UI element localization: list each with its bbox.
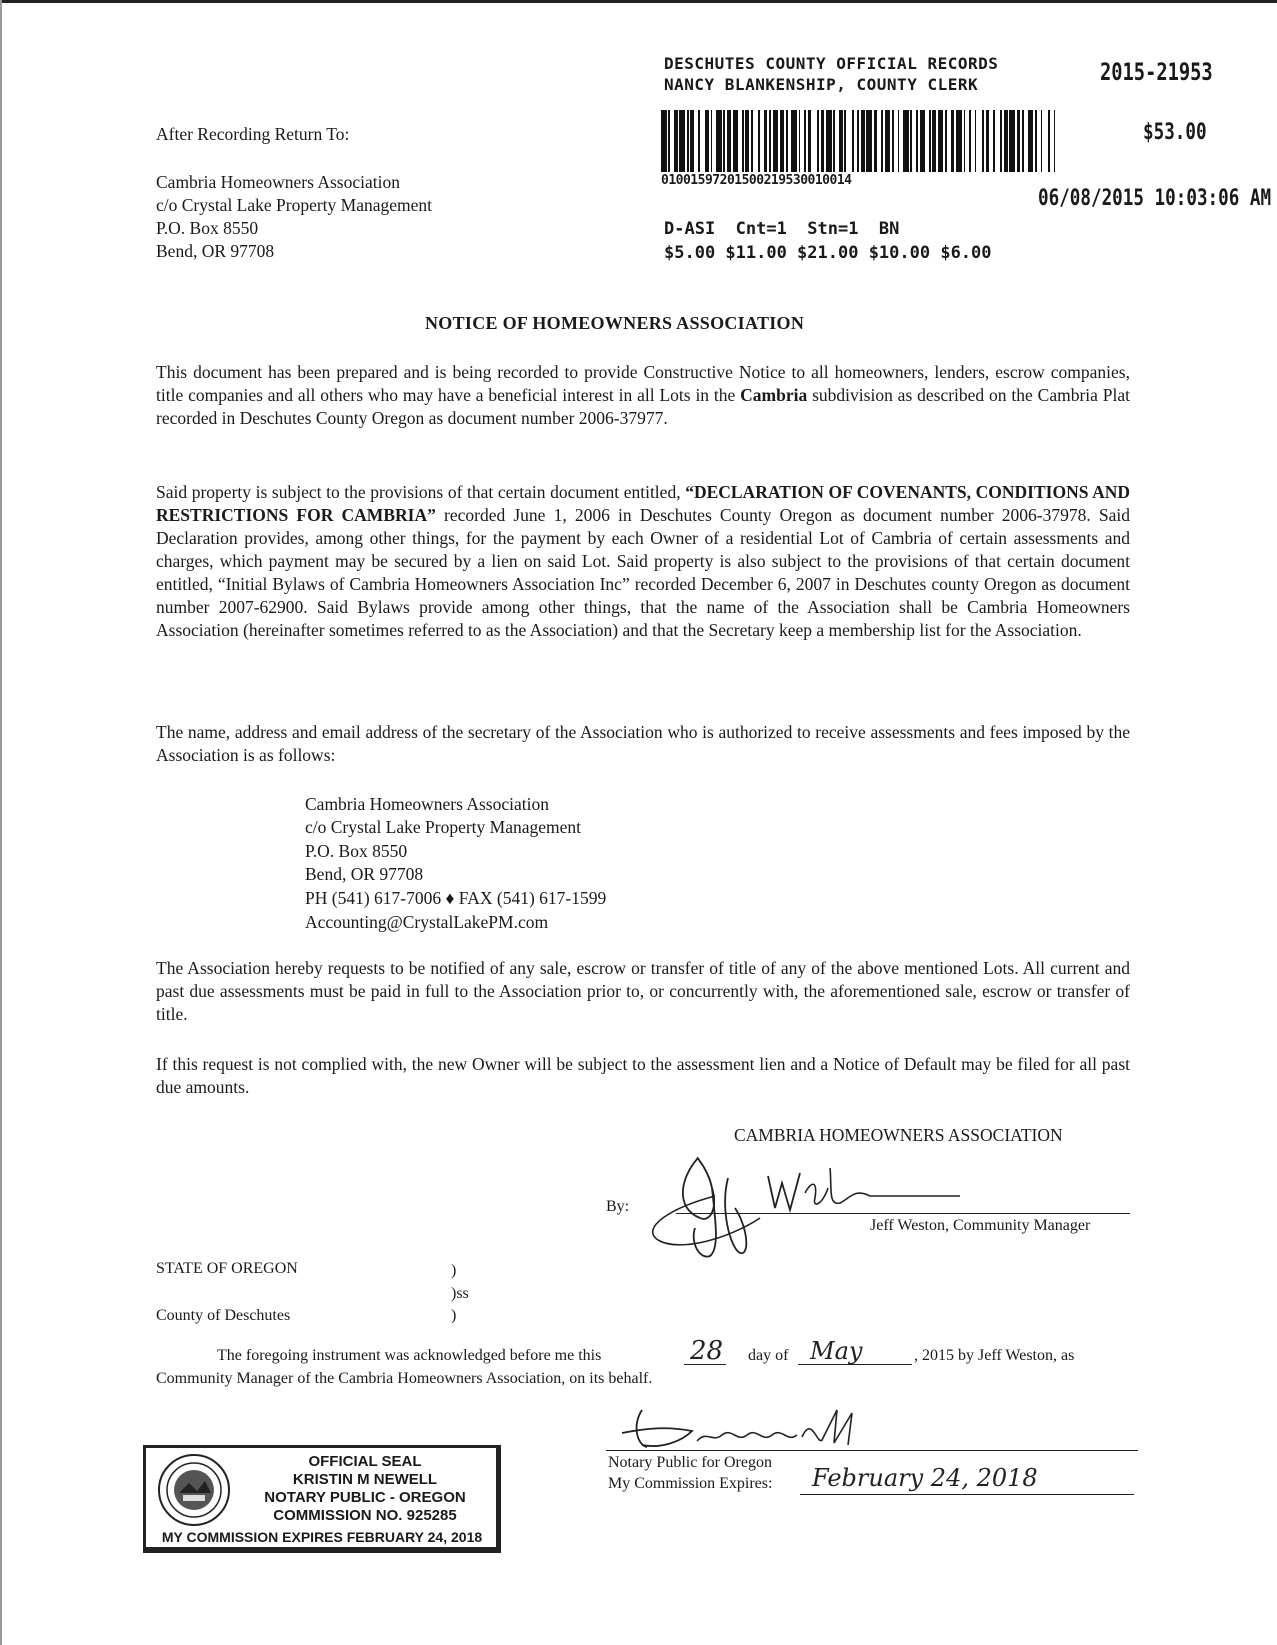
secretary-phone-fax: PH (541) 617-7006 ♦ FAX (541) 617-1599 — [305, 888, 607, 908]
paragraph-bold-text: “DECLARATION OF COVENANTS, CONDITIONS AND RESTRICTIONS FOR CAMBRIA” — [156, 482, 1131, 525]
venue-ss: )ss — [451, 1285, 469, 1302]
recording-barcode — [661, 110, 1059, 172]
handwritten-signature-jeff-weston — [640, 1148, 980, 1263]
signer-name-title: Jeff Weston, Community Manager — [870, 1217, 1091, 1234]
return-to-line: P.O. Box 8550 — [156, 218, 259, 238]
paragraph-text: recorded June 1, 2006 in Deschutes County Oregon as document number 2006-37978. Said Declaration provides, among other things, for the payment by each Owner of a residential Lot of Cambria of certain assessments and charges, which payment may be secured by a lien on said Lot. Said property is also subject to the provisions of that certain document entitled, “Initial Bylaws of Cambria Homeowners Association Inc” recorded December 6, 2007 in Deschutes county Oregon as document number 2007-62900. Said Bylaws provide among other things, that the name of the Association shall be Cambria Homeowners Association (hereinafter sometimes referred to as the Association) and that the Secretary keep a membership list for the Association. — [156, 505, 1130, 640]
notary-state: STATE OF OREGON — [156, 1260, 298, 1277]
venue-bracket: ) — [451, 1307, 457, 1324]
secretary-line: c/o Crystal Lake Property Management — [305, 817, 582, 837]
handwritten-month: May — [810, 1337, 863, 1365]
seal-text-commission-number: COMMISSION NO. 925285 — [273, 1507, 457, 1524]
seal-text-notary-name: KRISTIN M NEWELL — [292, 1471, 438, 1488]
paragraph-text: Said property is subject to the provisions of that certain document entitled, — [156, 482, 686, 502]
paragraph-bold-text: Cambria — [740, 385, 808, 405]
scan-border-left — [0, 0, 2, 1645]
acknowledgment-line2: Community Manager of the Cambria Homeowners Association, on its behalf. — [156, 1370, 653, 1387]
paragraph-declaration — [156, 481, 1130, 642]
notary-signature-line — [606, 1450, 1138, 1451]
return-to-heading: After Recording Return To: — [156, 124, 350, 144]
paragraph-default-warning: If this request is not complied with, the new Owner will be subject to the assessment lien and a Notice of Default may be filed for all past due amounts. — [156, 1054, 1130, 1097]
signature-organization: CAMBRIA HOMEOWNERS ASSOCIATION — [734, 1125, 1063, 1145]
scan-border-top — [0, 0, 1277, 3]
oregon-state-seal-icon — [157, 1453, 231, 1527]
acknowledgment-suffix: , 2015 by Jeff Weston, as — [914, 1347, 1075, 1364]
recording-fee: $53.00 — [1143, 120, 1207, 145]
secretary-line: Bend, OR 97708 — [305, 864, 424, 884]
secretary-line: Cambria Homeowners Association — [305, 794, 549, 814]
recording-codes: D-ASI Cnt=1 Stn=1 BN — [664, 219, 900, 239]
document-title: NOTICE OF HOMEOWNERS ASSOCIATION — [425, 313, 805, 333]
acknowledgment-prefix: The foregoing instrument was acknowledged before me this — [217, 1347, 602, 1364]
recording-datetime: 06/08/2015 10:03:06 AM — [1038, 186, 1272, 211]
recording-office-line1: DESCHUTES COUNTY OFFICIAL RECORDS — [664, 54, 999, 73]
commission-expires-label: My Commission Expires: — [608, 1475, 773, 1492]
handwritten-day: 28 — [690, 1336, 724, 1366]
return-to-line: Cambria Homeowners Association — [156, 172, 400, 192]
notary-county: County of Deschutes — [156, 1307, 291, 1324]
return-to-line: Bend, OR 97708 — [156, 241, 275, 261]
barcode-digits: 01001597201500219530010014 — [661, 173, 852, 188]
signature-by-label: By: — [606, 1198, 630, 1215]
secretary-line: P.O. Box 8550 — [305, 841, 408, 861]
barcode-gap — [1055, 110, 1057, 172]
recording-office-line2: NANCY BLANKENSHIP, COUNTY CLERK — [664, 75, 979, 94]
recording-fees-breakdown: $5.00 $11.00 $21.00 $10.00 $6.00 — [664, 243, 992, 263]
paragraph-text: This document has been prepared and is being recorded to provide Constructive Notice to all homeowners, lenders, escrow companies, title companies and all others who may have a beneficial interest in all Lots in the — [156, 362, 1130, 405]
acknowledgment-day-of: day of — [748, 1347, 789, 1364]
venue-bracket: ) — [451, 1262, 457, 1279]
seal-text-notary-public: NOTARY PUBLIC - OREGON — [264, 1489, 466, 1506]
paragraph-notification-request: The Association hereby requests to be notified of any sale, escrow or transfer of title of any of the above mentioned Lots. All current and past due assessments must be paid in full to the Association prior to, or concurrently with, the aforementioned sale, escrow or transfer of title. — [156, 958, 1130, 1024]
notary-public-label: Notary Public for Oregon — [608, 1454, 772, 1471]
seal-text-official-seal: OFFICIAL SEAL — [308, 1453, 422, 1470]
expires-blank-line — [800, 1494, 1134, 1495]
secretary-email: Accounting@CrystalLakePM.com — [305, 912, 549, 932]
paragraph-secretary-intro: The name, address and email address of the secretary of the Association who is authorized to receive assessments and fees imposed by the Association is as follows: — [156, 722, 1130, 765]
seal-text-commission-expires: MY COMMISSION EXPIRES FEBRUARY 24, 2018 — [161, 1529, 483, 1545]
paragraph-text: subdivision as described on the Cambria Plat recorded in Deschutes County Oregon as document number 2006-37977. — [156, 385, 1130, 428]
recording-document-number: 2015-21953 — [1100, 58, 1213, 86]
paragraph-constructive-notice — [156, 361, 1130, 430]
handwritten-expiration-date: February 24, 2018 — [812, 1464, 1038, 1492]
handwritten-notary-signature — [612, 1405, 912, 1455]
return-to-line: c/o Crystal Lake Property Management — [156, 195, 433, 215]
